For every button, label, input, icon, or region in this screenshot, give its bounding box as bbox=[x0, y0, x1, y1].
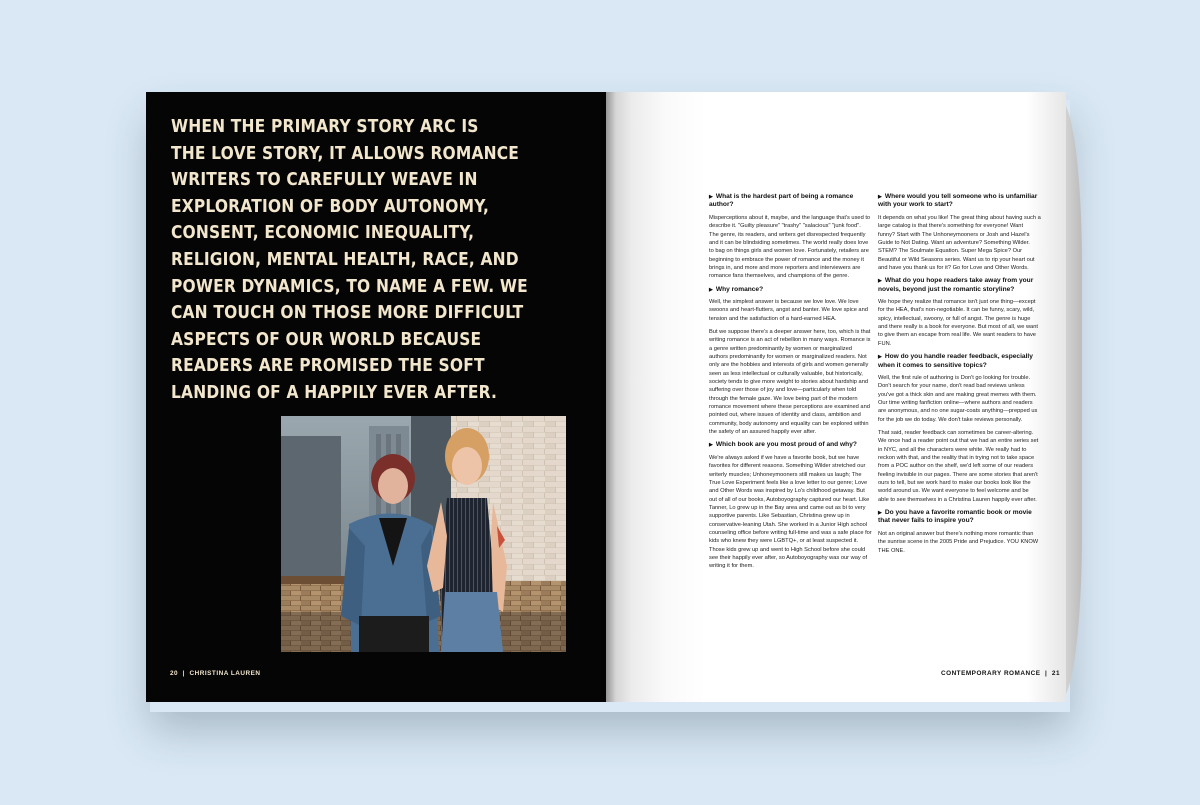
interview-question bbox=[709, 193, 872, 210]
question-text: How do you handle reader feedback, especially when it comes to sensitive topics? bbox=[878, 353, 1033, 369]
answer-paragraph: That said, reader feedback can sometimes be career-altering. We once had a reader point out that we had an entire series set in NYC, and all the characters were white. We really had to reckon with that, and the reality that in trying not to take space from a POC author on the shelf, we'd left some of our readers feeling invisible in our pages. There are some stories that aren't ours to tell, but we work hard to make our books look like the world around us. We want everyone to feel welcome and be able to see themselves in a Christina Lauren happily ever after. bbox=[878, 429, 1039, 503]
interview-question bbox=[709, 441, 872, 449]
pull-quote-line: THE LOVE STORY, IT ALLOWS ROMANCE bbox=[171, 142, 520, 164]
interview-question bbox=[878, 277, 1041, 294]
article-column-left bbox=[709, 193, 872, 576]
interview-question bbox=[878, 353, 1041, 370]
answer-paragraph: Not an original answer but there's nothing more romantic than the sunrise scene in the 2005 Pride and Prejudice. YOU KNOW THE ONE. bbox=[878, 530, 1039, 554]
pull-quote-line: RELIGION, MENTAL HEALTH, RACE, AND bbox=[171, 248, 519, 270]
question-text: What do you hope readers take away from your novels, beyond just the romantic storyline? bbox=[878, 277, 1034, 293]
pull-quote-line: EXPLORATION OF BODY AUTONOMY, bbox=[171, 195, 490, 217]
folio-separator: | bbox=[182, 670, 185, 677]
question-text: What is the hardest part of being a romance author? bbox=[709, 193, 854, 209]
pull-quote-line: CAN TOUCH ON THOSE MORE DIFFICULT bbox=[171, 302, 524, 324]
triangle-right-icon: ▶ bbox=[709, 286, 713, 293]
article-column-right bbox=[878, 193, 1041, 560]
pull-quote bbox=[171, 114, 528, 407]
folio-author: CHRISTINA LAUREN bbox=[189, 670, 261, 677]
triangle-right-icon: ▶ bbox=[878, 510, 882, 517]
interview-question bbox=[878, 193, 1041, 210]
author-photo bbox=[281, 416, 566, 652]
question-text: Where would you tell someone who is unfamiliar with your work to start? bbox=[878, 193, 1038, 209]
interview-question bbox=[878, 509, 1041, 526]
question-text: Do you have a favorite romantic book or movie that never fails to inspire you? bbox=[878, 509, 1032, 525]
answer-paragraph: It depends on what you like! The great thing about having such a large catalog is that there's something for everyone! Want funny? Start with The Unhoneymooners or Josh and Hazel's Guide to Not Dating. Want an adventure? Something Wilder. STEM? The Soulmate Equation. Super Mega Spice? Our Beautiful or Wild Seasons series. Want us to rip your heart out and have you thank us for it? Go for Love and Other Words. bbox=[878, 214, 1041, 271]
triangle-right-icon: ▶ bbox=[709, 194, 713, 200]
pull-quote-line: POWER DYNAMICS, TO NAME A FEW. WE bbox=[171, 275, 528, 297]
answer-paragraph: Misperceptions about it, maybe, and the language that's used to describe it. "Guilty pleasure" "trashy" "salacious" "junk food". The genre, its readers, and writers get disrespected frequently and it can be blindsiding sometimes. The world really does love to bag on things girls and women love. Fortunately, retailers are beginning to embrace the power of romance and the money it brings in, and more and more reporters and interviewers are romance fans themselves, and champions of the genre. bbox=[709, 214, 871, 280]
left-folio bbox=[170, 670, 261, 677]
question-text: Which book are you most proud of and why? bbox=[715, 441, 857, 449]
pull-quote-line: ASPECTS OF OUR WORLD BECAUSE bbox=[171, 328, 482, 350]
folio-section: CONTEMPORARY ROMANCE bbox=[940, 670, 1041, 677]
page-number-left: 20 bbox=[170, 670, 179, 677]
answer-paragraph: We hope they realize that romance isn't just one thing—except for the HEA, that's non-negotiable. It can be funny, scary, wild, spicy, intellectual, swoony, or full of angst. The genre is huge and there really is a book for everyone. But most of all, we want to give them an escape from real life. We want readers to have FUN. bbox=[878, 299, 1038, 347]
answer-paragraph: Well, the simplest answer is because we love love. We love swoons and heart-flutters, angst and banter. We love spice and tension and the satisfaction of a hard-earned HEA. bbox=[709, 298, 868, 322]
question-text: Why romance? bbox=[715, 285, 764, 293]
triangle-right-icon: ▶ bbox=[709, 442, 713, 449]
answer-paragraph: But we suppose there's a deeper answer here, too, which is that writing romance is an act of rebellion in many ways. Romance is a genre written predominantly by women or marginalized authors predominantly for women or marginalized readers. Not only are the hobbies and interests of girls and women generally seen as less intellectual or culturally valuable, but historically, society tends to give more weight to stories about hardship and suffering over those of joy and love—particularly when told through the female gaze. We love being part of the modern romance movement where these perceptions are examined and pointed out, where issues of identity and class, ambition and community, body autonomy and equality can be explored within the safety of an assured happily ever after. bbox=[709, 329, 871, 436]
answer-paragraph: We're always asked if we have a favorite book, but we have favorites for different reasons. Something Wilder stretched our writerly muscles; Unhoneymooners still makes us laugh; The True Love Experiment feels like a love letter to our genre; Love and Other Words was inspired by Lo's childhood getaway. But out of all of our books, Autoboyography captured our heart. Like Tanner, Lo grew up in the Bay area and came out as bi to very supportive parents. Like Sebastian, Christina grew up in conservative-leaning Utah. She worked in a Junior High school counseling office before writing full-time and was a safe place for kids who knew they were LGBTQ+, or at least suspected it. Those kids grew up and went to High School before she could see their happily ever after, so Autoboyography was our way of writing it for them. bbox=[709, 454, 872, 570]
pull-quote-line: READERS ARE PROMISED THE SOFT bbox=[171, 355, 485, 377]
pull-quote-line: CONSENT, ECONOMIC INEQUALITY, bbox=[171, 222, 475, 244]
pull-quote-line: WRITERS TO CAREFULLY WEAVE IN bbox=[171, 169, 478, 191]
pull-quote-line: LANDING OF A HAPPILY EVER AFTER. bbox=[171, 381, 498, 403]
pull-quote-line: WHEN THE PRIMARY STORY ARC IS bbox=[171, 116, 479, 137]
right-folio bbox=[941, 670, 1060, 677]
triangle-right-icon: ▶ bbox=[878, 194, 882, 200]
answer-paragraph: Well, the first rule of authoring is Don't go looking for trouble. Don't search for your name, don't read bad reviews unless you've got a thick skin and are making great memes with them. Our time writing fanfiction online—where authors and readers are anonymous, and no one sugar-coats anything—prepped us for the job we do today. We don't take reviews personally. bbox=[878, 374, 1038, 423]
triangle-right-icon: ▶ bbox=[878, 278, 882, 285]
interview-question bbox=[709, 286, 872, 294]
page-number-right: 21 bbox=[1051, 670, 1060, 677]
folio-separator: | bbox=[1045, 670, 1048, 677]
triangle-right-icon: ▶ bbox=[878, 354, 882, 361]
